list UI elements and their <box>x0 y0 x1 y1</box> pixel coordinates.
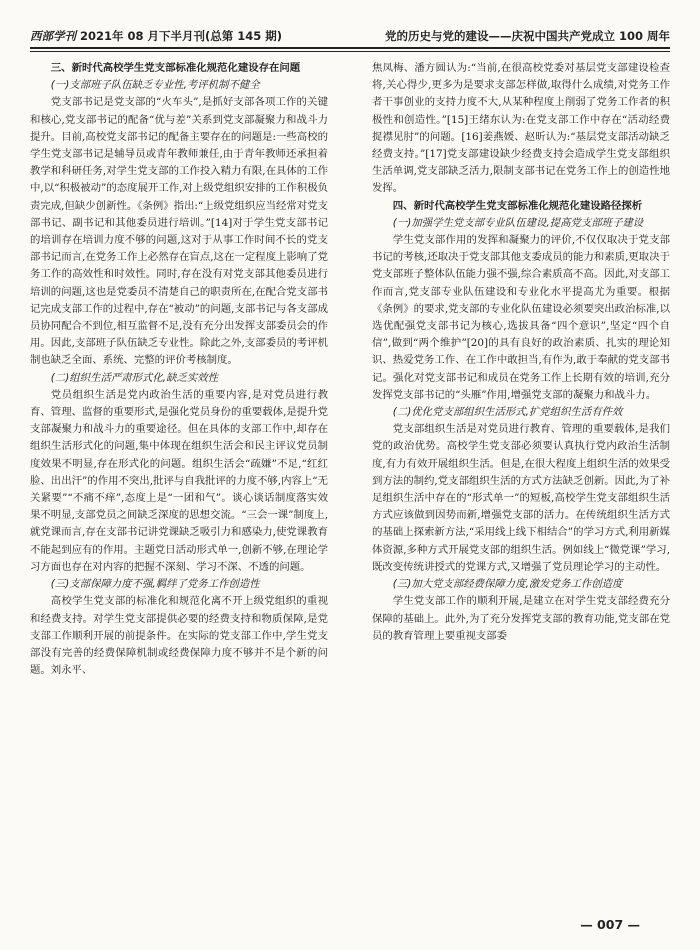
header-rule <box>30 47 670 49</box>
body-paragraph: 党支部书记是党支部的“火车头”,是抓好支部各项工作的关键和核心,党支部书记的配备“优与差”关系到党支部凝聚力和战斗力提升。目前,高校党支部书记的配备主要存在的问题是:一些高校的学生党支部书记是辅导员或青年教师兼任,由于青年教师还承担着教学和科研任务,对学生党支部的工作投入精力有限,在具体的工作中,以“积极被动”的态度展开工作,对上级党组织安排的工作积极负责完成,但缺少创新性。《条例》指出:“上级党组织应当经常对党支部书记、副书记和其他委员进行培训。”[14]对于学生党支部书记的培训存在培训力度不够的问题,这对于从事工作时间不长的党支部书记而言,在党务工作上必然存在盲点,这在一定程度上影响了党务工作的高效性和时效性。同时,存在没有对党支部其他委员进行培训的问题,这也是党委员不清楚自己的职责所在,在配合党支部书记完成支部工作的过程中,存在“被动”的问题,支部书记与各支部成员协同配合不到位,相互监督不足,没有充分出发挥支部委员会的作用。因此,支部班子队伍缺乏专业性。除此之外,支部委员的考评机制也缺乏全面、系统、完整的评价考核制度。 <box>30 96 328 367</box>
body-paragraph: 党支部组织生活是对党员进行教育、管理的重要载体,是我们党的政治优势。高校学生党支部必须要认真执行党内政治生活制度,有力有效开展组织生活。但是,在很大程度上组织生活的效果受到方法的制约,党支部组织生活的方式方法缺乏创新。因此,为了补足组织生活中存在的“形式单一”的短板,高校学生党支部组织生活方式应该做到因势而新,增强党支部的活力。在传统组织生活方式的基础上探索新方法,“采用线上线下相结合”的学习方式,利用新媒体资源,多种方式开展党支部的组织生活。例如线上“微党课”学习,既改变传统讲授式的党课方式,又增强了党员理论学习的主动性。 <box>372 423 670 573</box>
header-rule-thin <box>30 51 670 52</box>
subsection-heading: (三)加大党支部经费保障力度,激发党务工作创造度 <box>392 578 623 591</box>
section-heading: 四、新时代高校学生党支部标准化规范化建设路径探析 <box>392 199 643 212</box>
journal-logo: 西部学刊 <box>30 29 76 43</box>
subsection-heading: (二)优化党支部组织生活形式,扩党组织生活有件效 <box>392 406 623 419</box>
body-paragraph: 焦凤梅、潘方圆认为:“当前,在很高校党委对基层党支部建设检查将,关心得少,更多为是要求支部怎样做,取得什么成绩,对党务工作者干事创业的支持力度不大,从某种程度上削弱了党务工作者的积极性和创造性。”[15]王绪东认为:在党支部工作中存在“活动经费捉襟见肘”的问题。[16]姜燕媛、赵昕认为:“基层党支部活动缺乏经费支持。”[17]党支部建设缺少经费支持会造成学生党支部组织生活单调,党支部缺乏活力,限制支部书记在党务工作上的创造性地发挥。 <box>372 62 670 195</box>
page-number: — 007 — <box>580 917 640 932</box>
body-paragraph: 党员组织生活是党内政治生活的重要内容,是对党员进行教育、管理、监督的重要形式,是强化党员身份的重要载体,是提升党支部凝聚力和战斗力的重要途径。但在具体的支部工作中,却存在组织生活形式化的问题,集中体现在组织生活会和民主评议党员制度效果不明显,存在形式化的问题。组织生活会“疏嫌”不足,“红红脸、出出汗”的作用不突出,批评与自我批评的力度不够,内容上“无关紧要”“不痛不痒”,态度上是“一团和气”。谈心谈话制度落实效果不明显,支部党员之间缺乏深度的思想交流。“三会一课”制度上,就党课而言,存在支部书记讲党课缺乏吸引力和感染力,使党课教育不能起到应有的作用。主题党日活动形式单一,创新不够,在理论学习方面也存在对内容的把握不深刻、学习不深、不透的问题。 <box>30 388 328 573</box>
left-column <box>30 60 328 892</box>
subsection-heading: (一)支部班子队伍缺乏专业性,考评机制不健全 <box>50 79 260 92</box>
subsection-heading: (一)加强学生党支部专业队伍建设,提高党支部班子建设 <box>392 216 644 229</box>
body-paragraph: 学生党支部作用的发挥和凝聚力的评价,不仅仅取决于党支部书记的考核,还取决于党支部其他支委成员的能力和素质,更取决于党支部班子整体队伍能力强不强,综合素质高不高。因此,对支部工作而言,党支部专业队伍建设和专业化水平提高尤为重要。根据《条例》的要求,党支部的专业化队伍建设必须要突出政治标准,以选优配强党支部书记为核心,选拔具备“四个意识”,坚定“四个自信”,做到“两个维护”[20]的具有良好的政治素质、扎实的理论知识、热爱党务工作、在工作中敢担当,有作为,敢于奉献的党支部书记。强化对党支部书记和成员在党务工作上长期有效的培训,充分发挥党支部书记的“头雁”作用,增强党支部的凝聚力和战斗力。 <box>372 234 670 401</box>
header-theme: 党的历史与党的建设——庆祝中国共产党成立 100 周年 <box>384 29 670 43</box>
body-paragraph: 学生党支部工作的顺利开展,是建立在对学生党支部经费充分保障的基础上。此外,为了充分发挥党支部的教育功能,党支部在党员的教育管理上要重视支部委 <box>372 595 670 642</box>
section-heading: 三、新时代高校学生党支部标准化规范化建设存在问题 <box>50 62 301 74</box>
issue-info: 2021年 08 月下半月刊(总第 145 期) <box>80 29 283 43</box>
running-header <box>30 22 670 44</box>
right-column <box>372 60 670 892</box>
subsection-heading: (三)支部保障力度不强,羁绊了党务工作创造性 <box>50 578 260 591</box>
body-paragraph: 高校学生党支部的标准化和规范化离不开上级党组织的重视和经费支持。对学生党支部提供必要的经费支持和物质保障,是党支部工作顺利开展的前提条件。在实际的党支部工作中,学生党支部没有完善的经费保障机制或经费保障力度不够并不是个新的问题。刘永平、 <box>30 595 328 677</box>
journal-issue <box>30 28 282 44</box>
subsection-heading: (二)组织生活严肃形式化,缺乏实效性 <box>50 371 219 384</box>
